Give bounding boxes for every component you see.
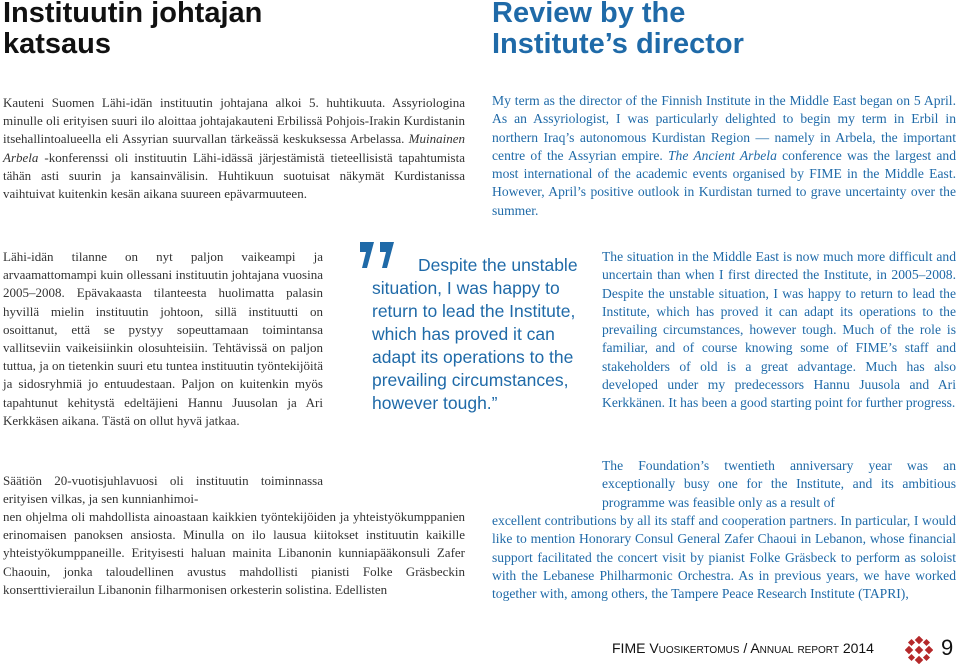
page-number: 9 [941,635,954,660]
english-paragraph-1-emphasis: The Ancient Arbela [668,147,777,163]
english-paragraph-3-start: The Foundation’s twentieth anniversary year was an exceptionally busy one for the Institute, and its ambitious programme was feasible only as a result of [602,458,956,510]
english-paragraph-2: The situation in the Middle East is now much more difficult and uncertain than when I first directed the Institute, in 2005–2008. Despite the unstable situation, I was happy to return to lead the Institute, which has proved it can adapt its operations to the prevailing circumstances, however tough. Much of the role is familiar, and of course knowing some of FIME’s staff and stakeholders of old is a great advantage. Much has also developed under my predecessors Hannu Juusola and Ari Kerkkänen. It has been a good starting point for further progress. [602,249,956,411]
heading-english-text: Review by the Institute’s director [492,0,744,60]
footer-publication: FIME Vuosikertomus / Annual report 2014 [612,640,874,656]
english-paragraph-1 [492,92,956,220]
heading-finnish [3,0,273,60]
finnish-paragraph-3-continued: nen ohjelma oli mahdollista ainoastaan kaikkien työntekijöiden ja yhteistyökumppanien erinomaisen panoksen ansiosta. Minulla on ilo lausua kiitokset instituutin kaikille yhteistyökumppaneille. Erityisesti haluan mainita Libanonin kunniapääkonsuli Zafer Chaouin, jonka taloudellinen avustus mahdollisti pianisti Folke Gräsbeckin konserttivierailun Libanonin filharmonisen orkesterin solistina. Edellisten [3,509,465,597]
finnish-paragraph-3-start: Säätiön 20-vuotisjuhlavuosi oli instituutin toiminnassa erityisen vilkas, ja sen kunnianhimoi- [3,473,323,507]
ornament-icon [905,636,933,664]
finnish-paragraph-1-text: Kauteni Suomen Lähi-idän instituutin johtajana alkoi 5. huhtikuuta. Assyriologina minulle oli erityisen suuri ilo aloittaa johtajakauteni Erbilissä Pohjois-Irakin Kurdistanin itsehallintoalueella eli Assyrian suurvallan tärkeässä keskuksessa Arbelassa. [3,95,465,147]
finnish-paragraph-1 [3,94,465,203]
finnish-paragraph-2: Lähi-idän tilanne on nyt paljon vaikeampi ja arvaamattomampi kuin ollessani instituutin johtajana vuosina 2005–2008. Epävakaasta tilanteesta huolimatta palasin hyvillä mielin instituutin johtoon, sillä instituutti on osoittanut, että se pystyy sopeuttamaan toimintansa vallitseviin vaikeisiinkin olosuhteisiin. Tehtävissä on paljon tuttua, ja on tietenkin suuri etu tuntea instituutin työntekijöitä ja sidosryhmiä jo entuudestaan. Paljon on kuitenkin myös tapahtunut kehitystä edeltäjieni Hannu Juusolan ja Ari Kerkkäsen aikana. Tästä on ollut hyvä jatkaa. [3,249,323,428]
finnish-paragraph-1-emphasis: Muinainen Arbela [3,131,465,165]
english-paragraph-1-text: My term as the director of the Finnish Institute in the Middle East began on 5 April. As an Assyriologist, I was particularly delighted to begin my term in Erbil in northern Iraq’s autonomous Kurdistan Region — namely in Arbela, the important centre of the Assyrian empire. [492,93,956,163]
pull-quote: Despite the unstable situation, I was happy to return to lead the Institute, which has proved it can adapt its operations to the prevailing circumstances, however tough.” [372,255,578,413]
english-paragraph-1-rest: conference was the largest and most international of the academic events organised by FIME in the Middle East. However, April’s positive outlook in Kurdistan turned to grave uncertainty over the summer. [492,147,956,218]
heading-english [492,0,812,60]
heading-finnish-text: Instituutin johtajan katsaus [3,0,263,60]
english-paragraph-3-continued: excellent contributions by all its staff and cooperation partners. In particular, I would like to mention Honorary Consul General Zafer Chaoui in Lebanon, whose financial support facilitated the concert visit by pianist Folke Gräsbeck to perform as soloist with the Lebanese Philharmonic Orchestra. As in previous years, we have worked together with, among others, the Tampere Peace Research Institute (TAPRI), [492,513,956,602]
finnish-paragraph-1-rest: -konferenssi oli instituutin Lähi-idässä järjestämistä tieteellisistä tapahtumista tähän asti suurin ja kansainvälisin. Huhtikuun suotuisat näkymät Kurdistanissa vaihtuivat kuitenkin kesän aikana suureen epävarmuuteen. [3,149,465,202]
